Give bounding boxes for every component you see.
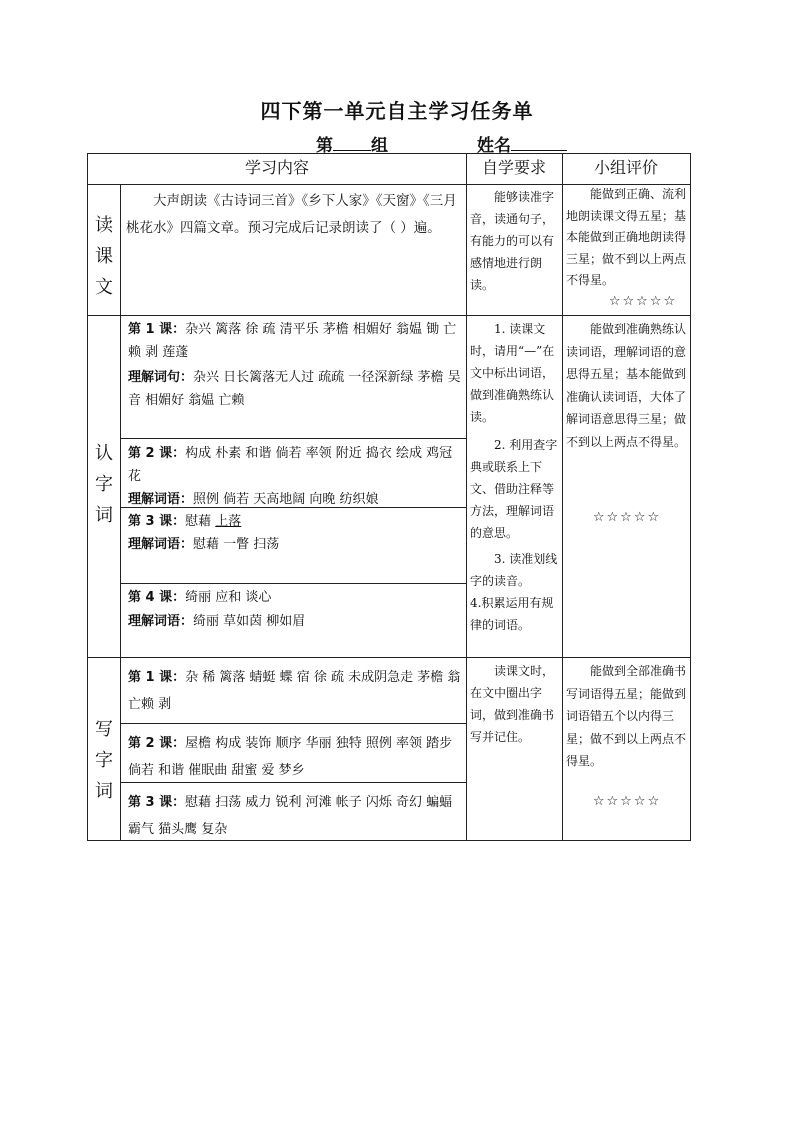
read-evaluation: 能做到正确、流利地朗读课文得五星；基本能做到正确地朗读得三星；做不到以上两点不得星。 [566,187,687,287]
group-prefix: 第 [316,136,333,156]
recognize-lesson-3: 第 3 课：慰藉 上落 理解词语：慰藉 一瞥 扫荡 [128,514,280,552]
group-suffix: 组 [371,136,388,156]
write-stars[interactable]: ☆☆☆☆☆ [592,794,662,809]
section-label-read: 读 课 文 [95,215,113,298]
header-requirement: 自学要求 [481,158,546,177]
name-label: 姓名 [477,136,511,156]
recognize-lesson-1: 第 1 课：杂兴 篱落 徐 疏 清平乐 茅檐 相媚好 翁媪 锄 亡赖 剥 莲蓬 理解词句：杂兴 日长篱落无人过 疏疏 一径深新绿 茅檐 吴音 相媚好 翁媪 亡赖 [128,322,461,408]
read-requirement: 能够读准字音，读通句子，有能力的可以有感情地进行朗读。 [470,190,555,292]
read-content: 大声朗读《古诗词三首》《乡下人家》《天窗》《三月桃花水》四篇文章。预习完成后记录朗读了（ ）遍。 [126,193,457,236]
recognize-evaluation: 能做到准确熟练认读词语，理解词语的意思得五星；基本能做到准确认读词语，大体了解词语意思得三星；做不到以上两点不得星。 [566,322,687,449]
name-blank[interactable] [511,134,567,151]
read-stars[interactable]: ☆☆☆☆☆ [608,294,678,309]
write-lesson-2: 第 2 课：屋檐 构成 装饰 顺序 华丽 独特 照例 率领 踏步 倘若 和谐 催眠曲 甜蜜 爱 梦乡 [128,736,453,778]
write-evaluation: 能做到全部准确书写词语得五星；能做到词语错五个以内得三星；做不到以上两点不得星。 [566,664,687,768]
recognize-stars[interactable]: ☆☆☆☆☆ [592,510,662,525]
recognize-requirement: 1. 读课文时，请用“—”在文中标出词语，做到准确熟练认读。 2. 利用查字典或联系上下文、借助注释等方法，理解词语的意思。 3. 读准划线字的读音。 4.积累运用有规律的词语。 [470,322,558,632]
recognize-lesson-4: 第 4 课：绮丽 应和 谈心 理解词语：绮丽 草如茵 柳如眉 [128,590,306,629]
section-label-recognize: 认 字 词 [95,443,113,526]
task-table [87,153,691,841]
page-title: 四下第一单元自主学习任务单 [260,99,534,123]
write-lesson-1: 第 1 课：杂 稀 篱落 蜻蜓 蝶 宿 徐 疏 未成阴急走 茅檐 翁 亡赖 剥 [128,670,461,712]
section-label-write: 写 字 词 [95,719,113,802]
header-evaluation: 小组评价 [593,158,658,177]
write-lesson-3: 第 3 课：慰藉 扫荡 威力 锐利 河滩 帐子 闪烁 奇幻 蝙蝠 霸气 猫头鹰 复杂 [128,795,453,837]
write-requirement: 读课文时，在文中圈出字词，做到准确书写并记住。 [470,664,555,744]
group-blank[interactable] [333,134,371,151]
recognize-lesson-2: 第 2 课：构成 朴素 和谐 倘若 率领 附近 捣衣 绘成 鸡冠花 理解词语：照例 倘若 天高地阔 向晚 纺织娘 [128,446,453,507]
header-content: 学习内容 [244,158,309,177]
